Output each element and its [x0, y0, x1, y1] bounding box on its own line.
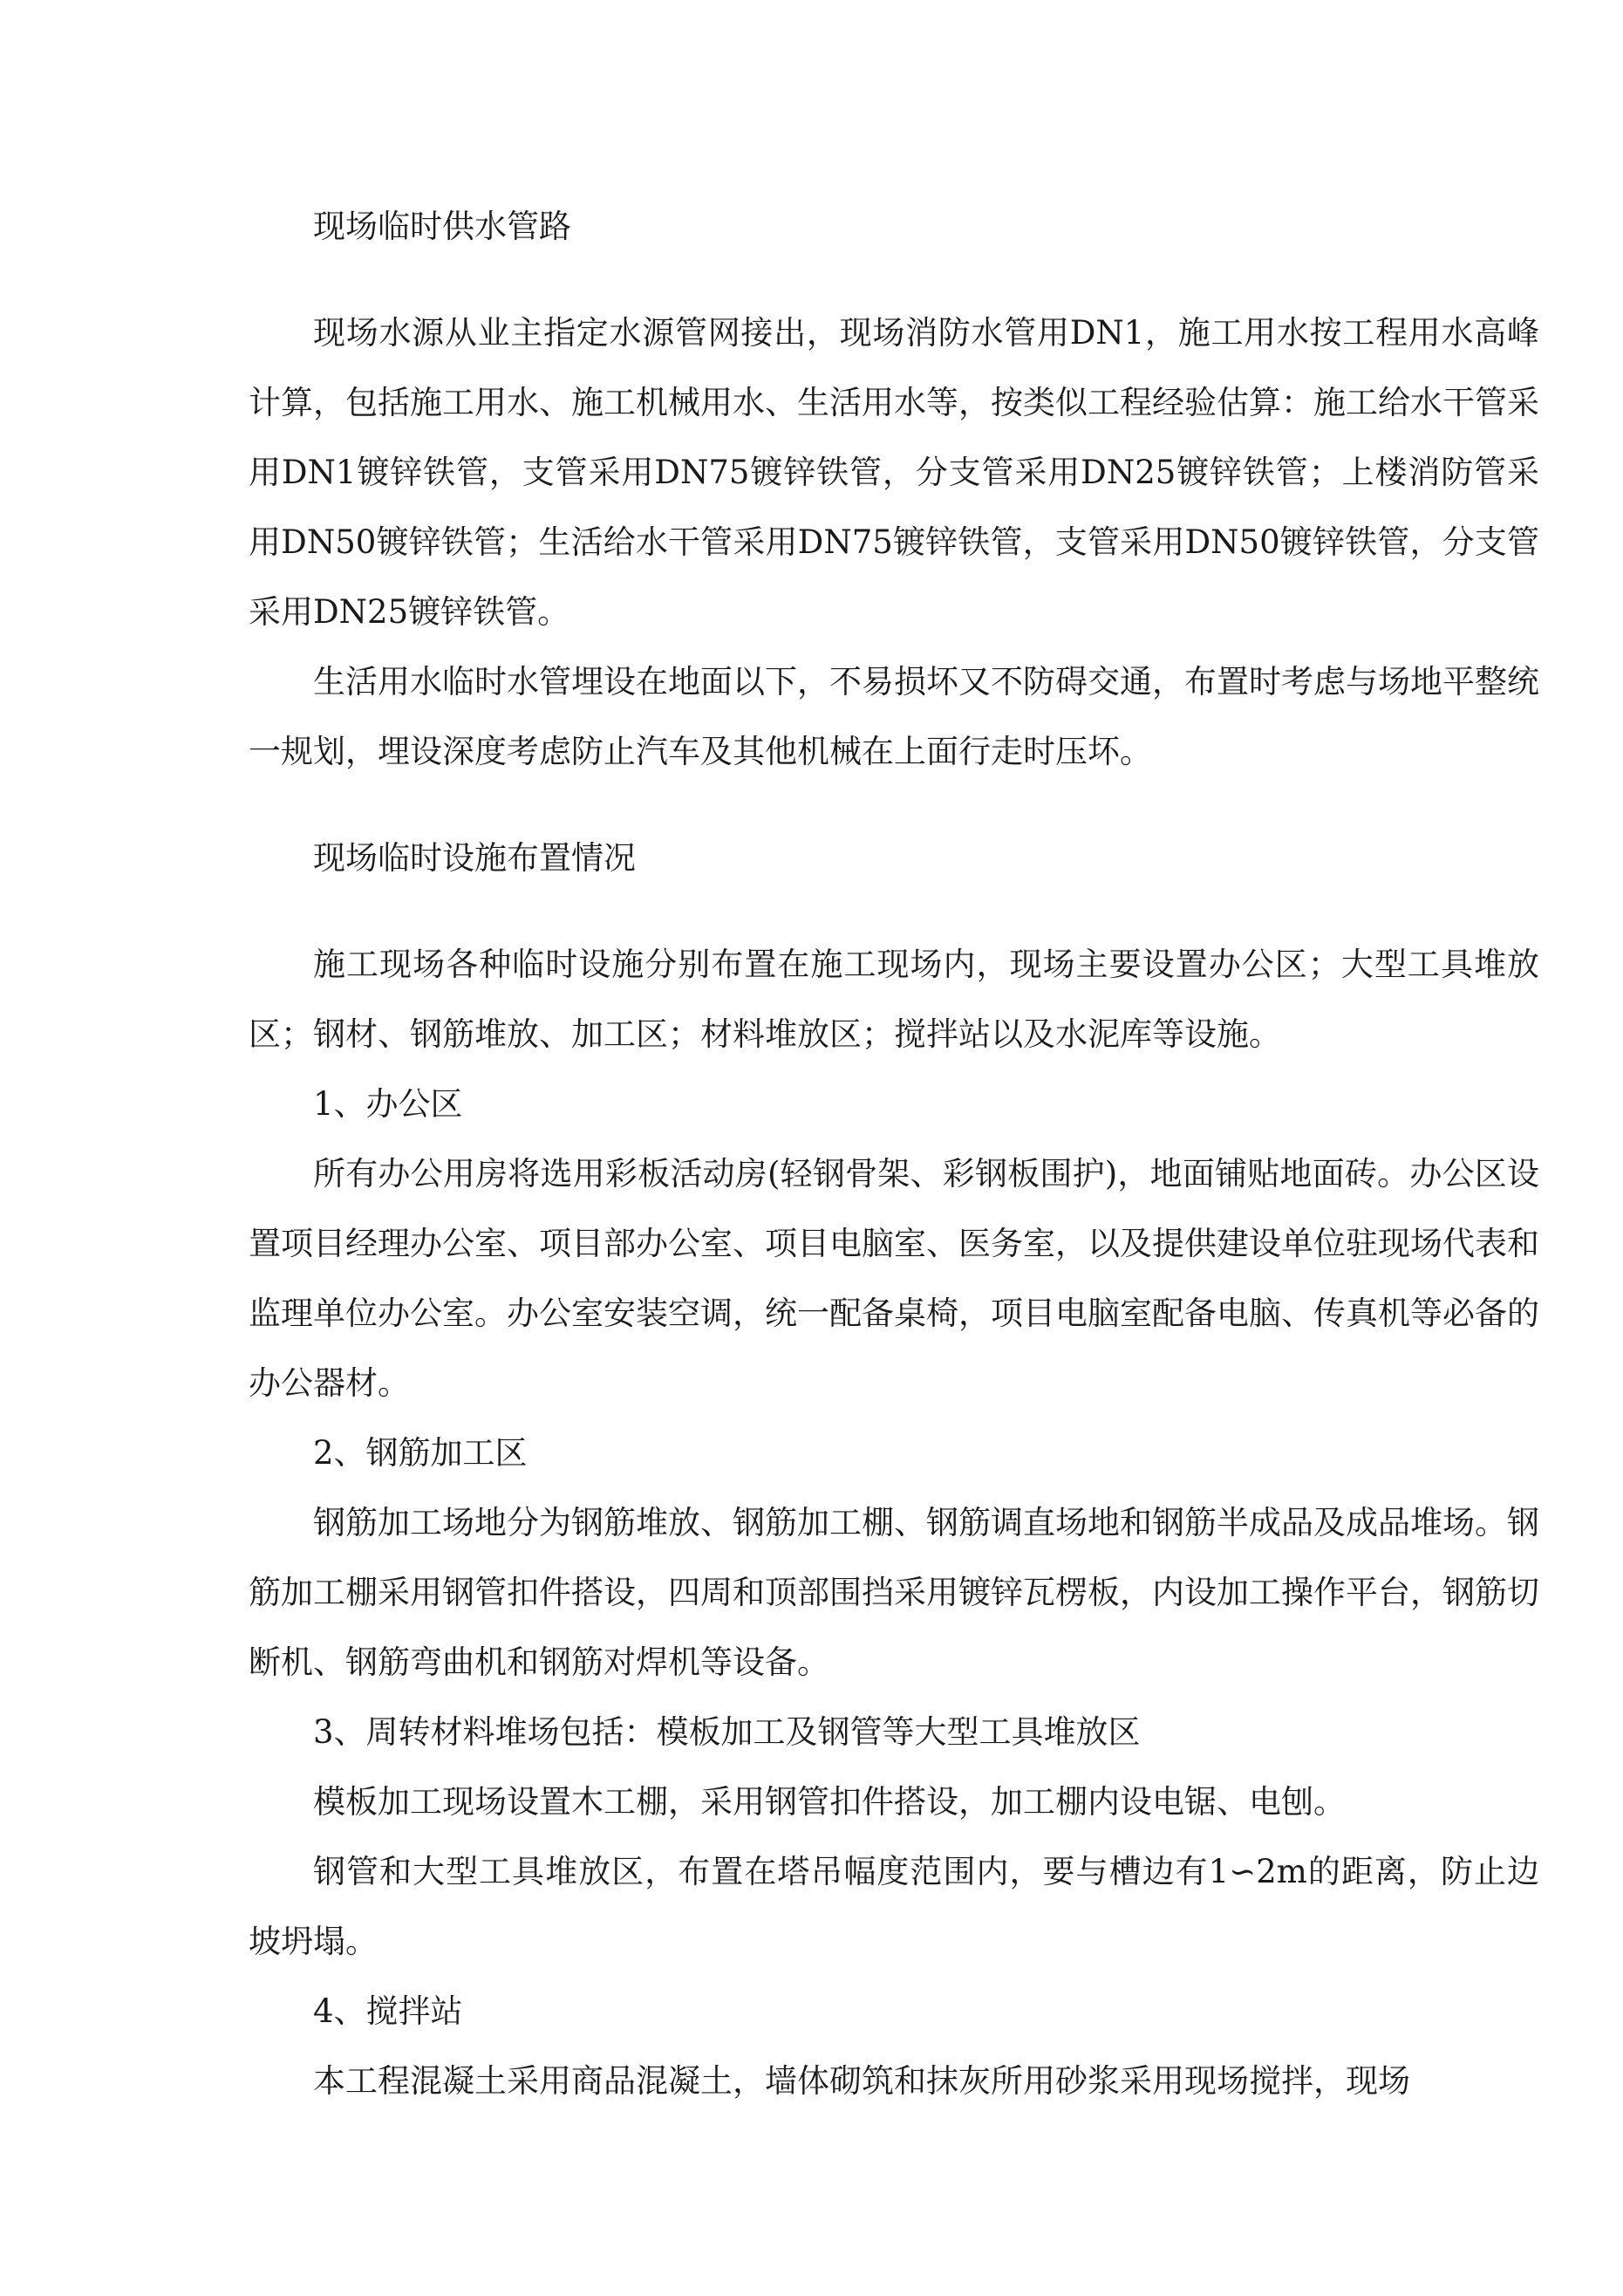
paragraph-mixing-station: 本工程混凝土采用商品混凝土，墙体砌筑和抹灰所用砂浆采用现场搅拌，现场 — [313, 2062, 1410, 2100]
item-heading-material-yard: 3、周转材料堆场包括：模板加工及钢管等大型工具堆放区 — [313, 1713, 1141, 1751]
paragraph-steel-pipe-yard: 钢管和大型工具堆放区，布置在塔吊幅度范围内，要与槽边有1∽2m的距离，防止边坡坍塌。 — [249, 1853, 1539, 1960]
section-heading-water-supply: 现场临时供水管路 — [313, 208, 571, 245]
item-heading-mixing-station: 4、搅拌站 — [313, 1992, 463, 2030]
paragraph-rebar-processing: 钢筋加工场地分为钢筋堆放、钢筋加工棚、钢筋调直场地和钢筋半成品及成品堆场。钢筋加工棚采用钢管扣件搭设，四周和顶部围挡采用镀锌瓦楞板，内设加工操作平台，钢筋切断机、钢筋弯曲机和钢筋对焊机等设备。 — [249, 1504, 1539, 1681]
paragraph-water-supply-main: 现场水源从业主指定水源管网接出，现场消防水管用DN1，施工用水按工程用水高峰计算，包括施工用水、施工机械用水、生活用水等，按类似工程经验估算：施工给水干管采用DN1镀锌铁管，支管采用DN75镀锌铁管，分支管采用DN25镀锌铁管；上楼消防管采用DN50镀锌铁管；生活给水干管采用DN75镀锌铁管，支管采用DN50镀锌铁管，分支管采用DN25镀锌铁管。 — [249, 314, 1539, 631]
paragraph-office-area: 所有办公用房将选用彩板活动房(轻钢骨架、彩钢板围护)，地面铺贴地面砖。办公区设置项目经理办公室、项目部办公室、项目电脑室、医务室，以及提供建设单位驻现场代表和监理单位办公室。办公室安装空调，统一配备桌椅，项目电脑室配备电脑、传真机等必备的办公器材。 — [249, 1155, 1539, 1402]
item-heading-office-area: 1、办公区 — [313, 1085, 463, 1123]
paragraph-facilities-overview: 施工现场各种临时设施分别布置在施工现场内，现场主要设置办公区；大型工具堆放区；钢材、钢筋堆放、加工区；材料堆放区；搅拌站以及水泥库等设施。 — [249, 946, 1539, 1053]
spacer — [249, 787, 1539, 823]
paragraph-water-supply-burial: 生活用水临时水管埋设在地面以下，不易损坏又不防碍交通，布置时考虑与场地平整统一规划，埋设深度考虑防止汽车及其他机械在上面行走时压坏。 — [249, 663, 1539, 770]
item-heading-rebar-processing: 2、钢筋加工区 — [313, 1434, 528, 1472]
document-body — [249, 192, 1539, 2116]
section-heading-temporary-facilities: 现场临时设施布置情况 — [313, 839, 636, 877]
paragraph-formwork-shed: 模板加工现场设置木工棚，采用钢管扣件搭设，加工棚内设电锯、电刨。 — [313, 1783, 1346, 1821]
spacer — [249, 893, 1539, 930]
spacer — [249, 262, 1539, 298]
